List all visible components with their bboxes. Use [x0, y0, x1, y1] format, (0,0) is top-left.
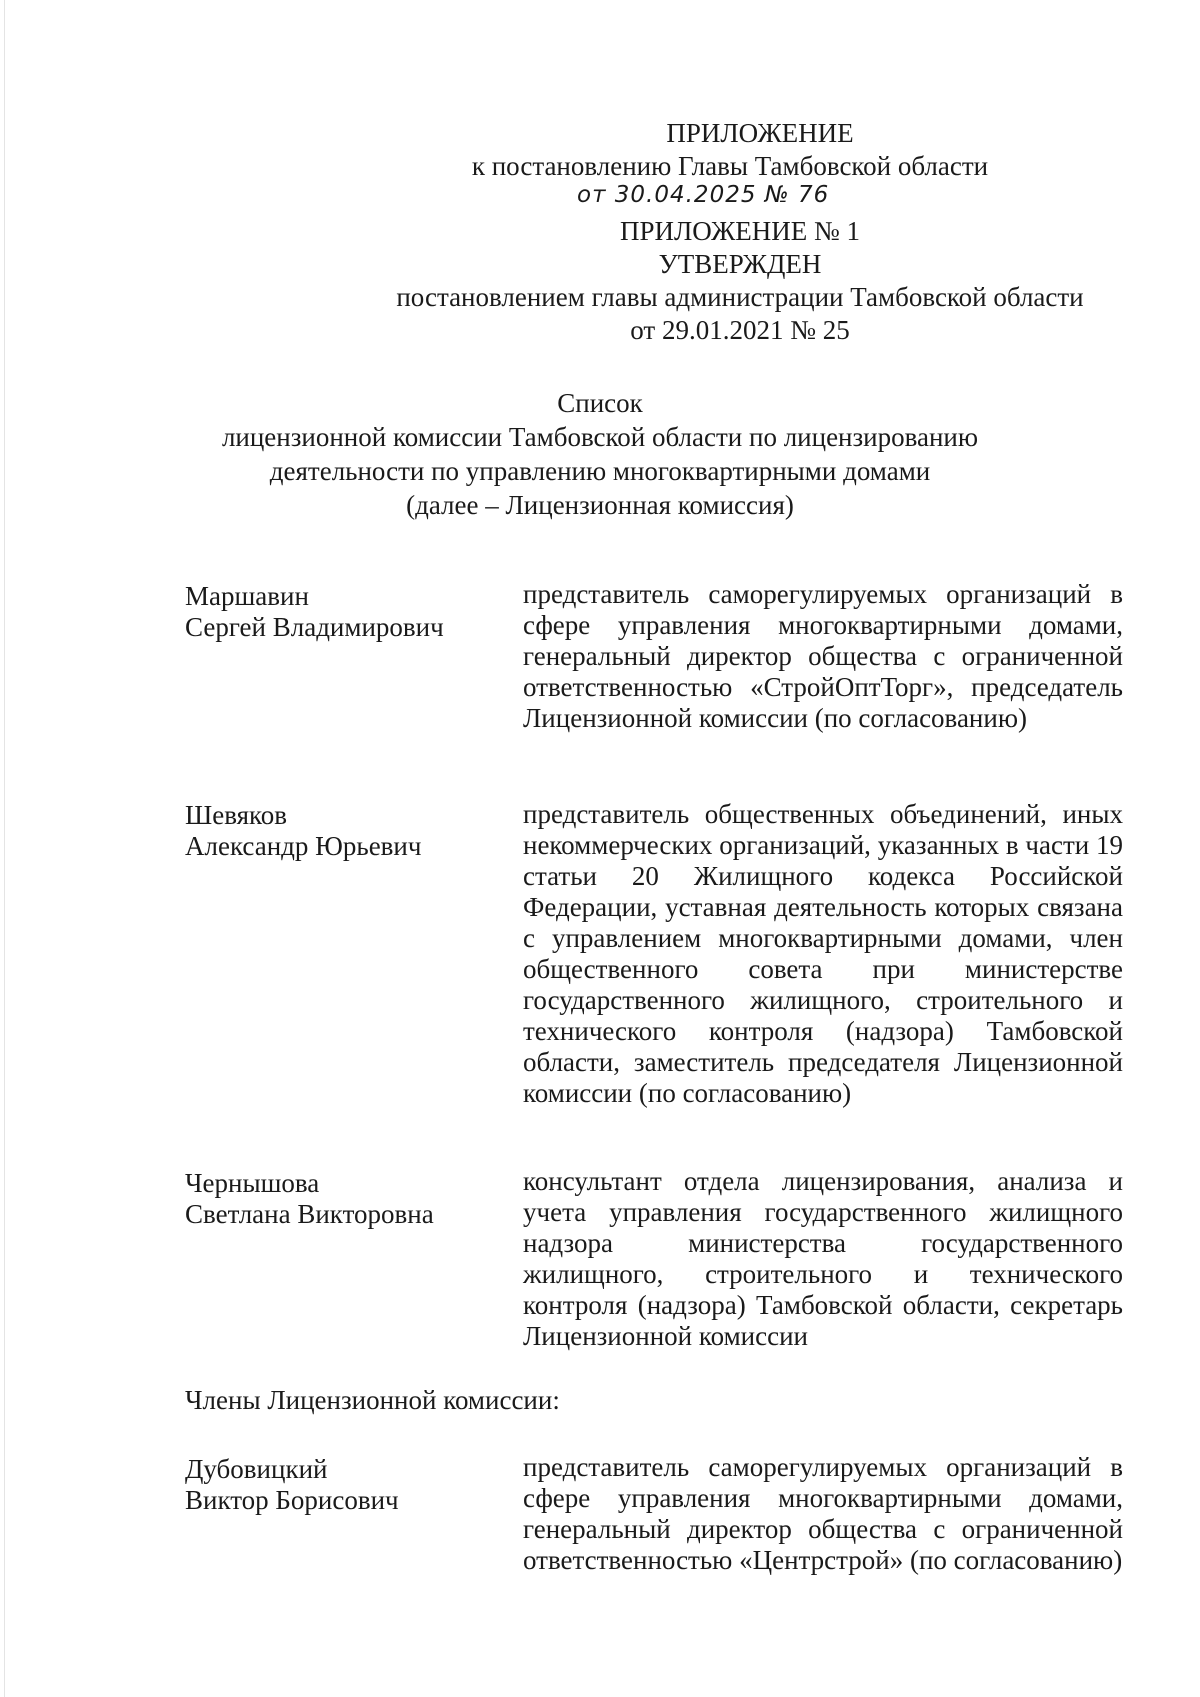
members-heading: Члены Лицензионной комиссии: [185, 1385, 560, 1415]
approved-date: от 29.01.2021 № 25 [630, 315, 850, 345]
member-surname: Дубовицкий [185, 1454, 328, 1484]
approved-by: постановлением главы администрации Тамбовской области [396, 282, 1084, 312]
scan-edge [4, 0, 5, 1697]
member-name [185, 1454, 495, 1516]
member-name [185, 581, 495, 643]
document-title-line-4: (далее – Лицензионная комиссия) [406, 490, 794, 520]
document-title-line-3: деятельности по управлению многоквартирными домами [269, 456, 931, 486]
appendix-subheading: к постановлению Главы Тамбовской области [471, 151, 989, 181]
member-name [185, 800, 495, 862]
member-given-names: Сергей Владимирович [185, 612, 444, 642]
member-given-names: Светлана Викторовна [185, 1199, 434, 1229]
member-description: представитель саморегулируемых организаций в сфере управления многоквартирными домами, генеральный директор общества с ограниченной ответственностью «Центрстрой» (по согласованию) [523, 1452, 1123, 1575]
member-given-names: Виктор Борисович [185, 1485, 399, 1515]
member-description: консультант отдела лицензирования, анализа и учета управления государственного жилищного надзора министерства государственного жилищного, строительного и технического контроля (надзора) Тамбовской области, секретарь Лицензионной комиссии [523, 1166, 1123, 1351]
member-description: представитель общественных объединений, иных некоммерческих организаций, указанных в части 19 статьи 20 Жилищного кодекса Российской Федерации, уставная деятельность которых связана с управлением многоквартирными домами, член общественного совета при министерстве государственного жилищного, строительного и технического контроля (надзора) Тамбовской области, заместитель председателя Лицензионной комиссии (по согласованию) [523, 799, 1123, 1108]
appendix-heading: ПРИЛОЖЕНИЕ [666, 118, 854, 148]
member-description: представитель саморегулируемых организаций в сфере управления многоквартирными домами, генеральный директор общества с ограниченной ответственностью «СтройОптТорг», председатель Лицензионной комиссии (по согласованию) [523, 579, 1123, 733]
handwritten-date: от 30.04.2025 № 76 [577, 182, 830, 208]
approved-stamp: УТВЕРЖДЕН [658, 249, 822, 279]
member-name [185, 1168, 495, 1230]
member-surname: Шевяков [185, 800, 288, 830]
member-surname: Маршавин [185, 581, 309, 611]
appendix-number: ПРИЛОЖЕНИЕ № 1 [619, 216, 861, 246]
member-surname: Чернышова [185, 1168, 320, 1198]
document-title-line-2: лицензионной комиссии Тамбовской области по лицензированию [221, 422, 979, 452]
document-title: Список [557, 388, 643, 418]
member-given-names: Александр Юрьевич [185, 831, 422, 861]
